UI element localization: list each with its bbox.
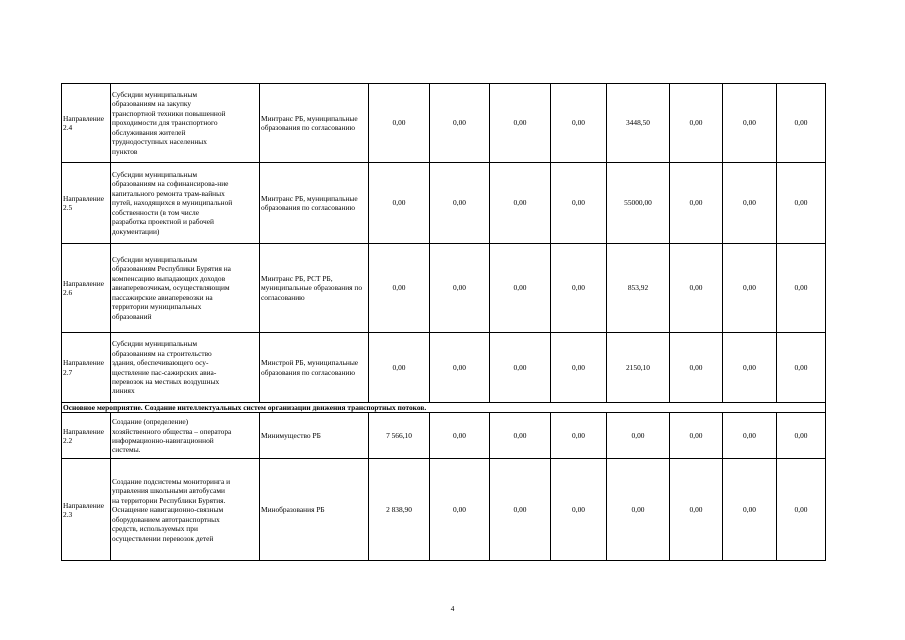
value-cell: 0,00: [670, 333, 723, 403]
table-row: [62, 163, 826, 244]
value-cell: 55000,00: [607, 163, 670, 244]
responsible-cell: Минтранс РБ, муниципальные образования по согласованию: [260, 84, 369, 163]
direction-cell: Направление 2.6: [62, 244, 111, 333]
value-cell: 2150,10: [607, 333, 670, 403]
table-row: [62, 84, 826, 163]
description-cell: Субсидии муниципальным образованиям на строительство здания, обеспечивающего осу- ществление пас-сажирских авиа- перевозок на местных воздушных линиях: [111, 333, 260, 403]
value-cell: 0,00: [670, 459, 723, 561]
direction-cell: Направление 2.2: [62, 413, 111, 459]
value-cell: 7 566,10: [369, 413, 430, 459]
value-cell: 0,00: [723, 459, 777, 561]
value-cell: 0,00: [490, 244, 551, 333]
value-cell: 0,00: [670, 84, 723, 163]
table-row: [62, 413, 826, 459]
responsible-cell: Минимущество РБ: [260, 413, 369, 459]
value-cell: 0,00: [723, 333, 777, 403]
budget-table: [61, 83, 826, 561]
value-cell: 0,00: [490, 459, 551, 561]
value-cell: 3448,50: [607, 84, 670, 163]
value-cell: 0,00: [369, 163, 430, 244]
value-cell: 0,00: [777, 333, 826, 403]
value-cell: 0,00: [490, 333, 551, 403]
value-cell: 0,00: [369, 333, 430, 403]
value-cell: 0,00: [430, 84, 490, 163]
value-cell: 0,00: [490, 163, 551, 244]
table-row: [62, 333, 826, 403]
value-cell: 0,00: [607, 413, 670, 459]
value-cell: 0,00: [777, 163, 826, 244]
value-cell: 0,00: [430, 333, 490, 403]
value-cell: 0,00: [369, 84, 430, 163]
description-cell: Субсидии муниципальным образованиям на софинансирова-ние капитального ремонта трам-вайных путей, находящихся в муниципальной собственности (в том числе разработка проектной и рабочей документации): [111, 163, 260, 244]
direction-cell: Направление 2.5: [62, 163, 111, 244]
value-cell: 0,00: [777, 84, 826, 163]
description-cell: Создание (определение) хозяйственного общества – оператора информационно-навигационной системы.: [111, 413, 260, 459]
value-cell: 0,00: [723, 84, 777, 163]
value-cell: 0,00: [369, 244, 430, 333]
responsible-cell: Минобразования РБ: [260, 459, 369, 561]
value-cell: 0,00: [430, 244, 490, 333]
value-cell: 0,00: [430, 459, 490, 561]
table-row: [62, 459, 826, 561]
value-cell: 0,00: [430, 163, 490, 244]
value-cell: 0,00: [551, 459, 607, 561]
page-number: 4: [450, 604, 455, 613]
value-cell: 0,00: [670, 413, 723, 459]
section-title: Основное мероприятие. Создание интеллектуальных систем организации движения транспортных потоков.: [62, 403, 826, 413]
description-cell: Создание подсистемы мониторинга и управления школьными автобусами на территории Республики Бурятия. Оснащение навигационно-связным оборудованием автотранспортных средств, используемых при осуществлении перевозок детей: [111, 459, 260, 561]
direction-cell: Направление 2.4: [62, 84, 111, 163]
description-cell: Субсидии муниципальным образованиям на закупку транспортной техники повышенной проходимости для транспортного обслуживания жителей труднодоступных населенных пунктов: [111, 84, 260, 163]
value-cell: 0,00: [551, 84, 607, 163]
direction-cell: Направление 2.7: [62, 333, 111, 403]
value-cell: 0,00: [777, 413, 826, 459]
value-cell: 0,00: [670, 244, 723, 333]
value-cell: 0,00: [551, 333, 607, 403]
value-cell: 0,00: [551, 163, 607, 244]
value-cell: 0,00: [777, 244, 826, 333]
table-row: [62, 244, 826, 333]
value-cell: 0,00: [723, 163, 777, 244]
value-cell: 0,00: [607, 459, 670, 561]
value-cell: 0,00: [777, 459, 826, 561]
direction-cell: Направление 2.3: [62, 459, 111, 561]
value-cell: 0,00: [490, 413, 551, 459]
description-cell: Субсидии муниципальным образованиям Республики Бурятия на компенсацию выпадающих доходов авиаперевозчикам, осуществляющим пассажирские авиаперевозки на территории муниципальных образований: [111, 244, 260, 333]
responsible-cell: Минтранс РБ, РСТ РБ, муниципальные образования по согласованию: [260, 244, 369, 333]
value-cell: 0,00: [723, 244, 777, 333]
value-cell: 0,00: [490, 84, 551, 163]
value-cell: 0,00: [670, 163, 723, 244]
value-cell: 0,00: [551, 244, 607, 333]
value-cell: 0,00: [430, 413, 490, 459]
value-cell: 0,00: [551, 413, 607, 459]
value-cell: 853,92: [607, 244, 670, 333]
section-row: [62, 403, 826, 413]
responsible-cell: Минтранс РБ, муниципальные образования по согласованию: [260, 163, 369, 244]
value-cell: 0,00: [723, 413, 777, 459]
responsible-cell: Минстрой РБ, муниципальные образования по согласованию: [260, 333, 369, 403]
value-cell: 2 838,90: [369, 459, 430, 561]
